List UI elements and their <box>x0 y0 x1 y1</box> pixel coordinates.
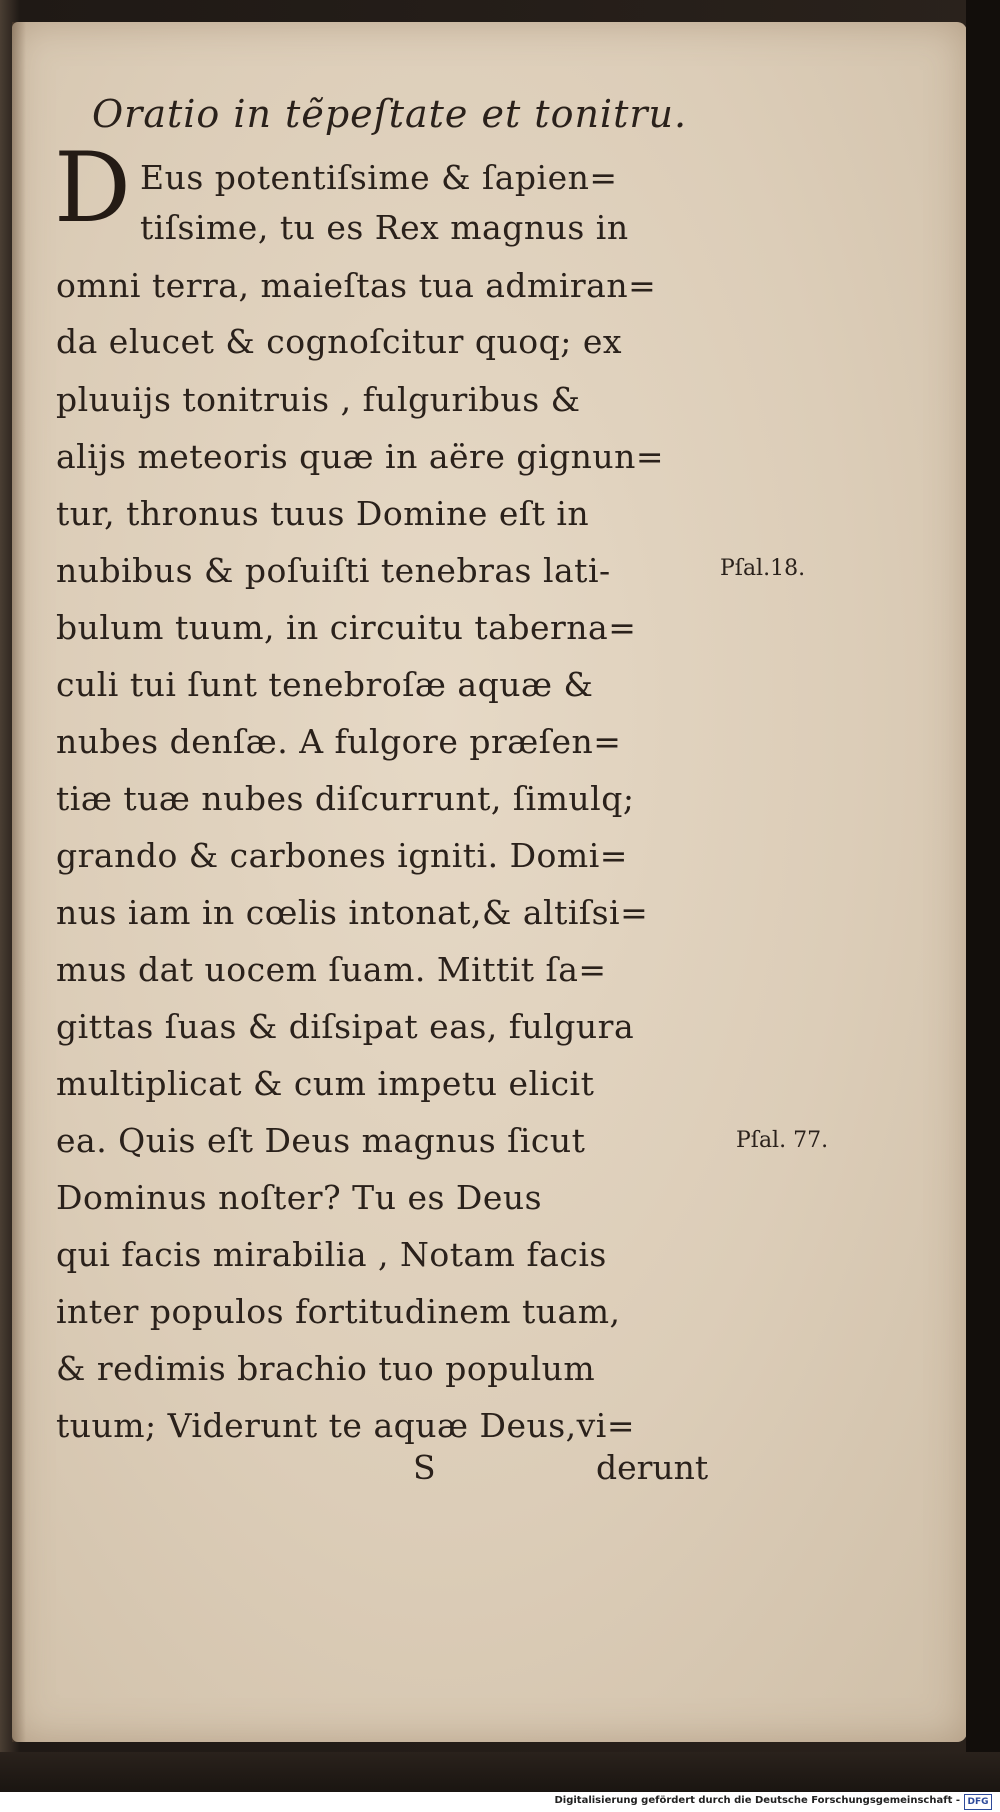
scan-edge <box>966 0 1000 1812</box>
dfg-logo: DFG <box>964 1794 992 1810</box>
text-line: grando & carbones igniti. Domi= <box>56 836 628 875</box>
page-heading: Oratio in tẽpeſtate et tonitru. <box>92 92 688 136</box>
signature-mark: S <box>413 1448 436 1487</box>
text-line: culi tui ſunt tenebroſæ aquæ & <box>56 665 594 704</box>
text-line: alijs meteoris quæ in aëre gignun= <box>56 437 665 476</box>
margin-note-psalm-18: Pſal.18. <box>720 556 806 581</box>
text-line: pluuijs tonitruis , fulguribus & <box>56 380 581 419</box>
text-line: & redimis brachio tuo populum <box>56 1349 596 1388</box>
catchword: derunt <box>596 1448 709 1487</box>
text-line: tur, thronus tuus Domine eſt in <box>56 494 590 533</box>
text-line: mus dat uocem ſuam. Mittit ſa= <box>56 950 607 989</box>
text-line: tuum; Viderunt te aquæ Deus,vi= <box>56 1406 636 1445</box>
text-line: da elucet & cognoſcitur quoq; ex <box>56 322 622 361</box>
text-line: Dominus noſter? Tu es Deus <box>56 1178 543 1217</box>
text-line: omni terra, maieſtas tua admiran= <box>56 266 657 305</box>
margin-note-psalm-77: Pſal. 77. <box>736 1128 829 1153</box>
text-line: tiſsime, tu es Rex magnus in <box>140 208 629 247</box>
text-line: nubes denſæ. A fulgore præſen= <box>56 722 622 761</box>
drop-capital: D <box>54 132 131 244</box>
text-line: Eus potentiſsime & ſapien= <box>140 158 618 197</box>
text-line: ea. Quis eſt Deus magnus ſicut <box>56 1121 586 1160</box>
text-line: multiplicat & cum impetu elicit <box>56 1064 595 1103</box>
text-line: inter populos fortitudinem tuam, <box>56 1292 621 1331</box>
text-line: nubibus & poſuiſti tenebras lati- <box>56 551 611 590</box>
text-line: tiæ tuæ nubes diſcurrunt, ſimulq; <box>56 779 635 818</box>
text-line: gittas ſuas & diſsipat eas, fulgura <box>56 1007 635 1046</box>
text-line: qui facis mirabilia , Notam facis <box>56 1235 607 1274</box>
scan-bottom-edge <box>0 1752 1000 1792</box>
footer-credit: Digitalisierung gefördert durch die Deutsche Forschungsgemeinschaft - <box>554 1795 960 1806</box>
text-line: bulum tuum, in circuitu taberna= <box>56 608 637 647</box>
text-line: nus iam in cœlis intonat,& altiſsi= <box>56 893 649 932</box>
